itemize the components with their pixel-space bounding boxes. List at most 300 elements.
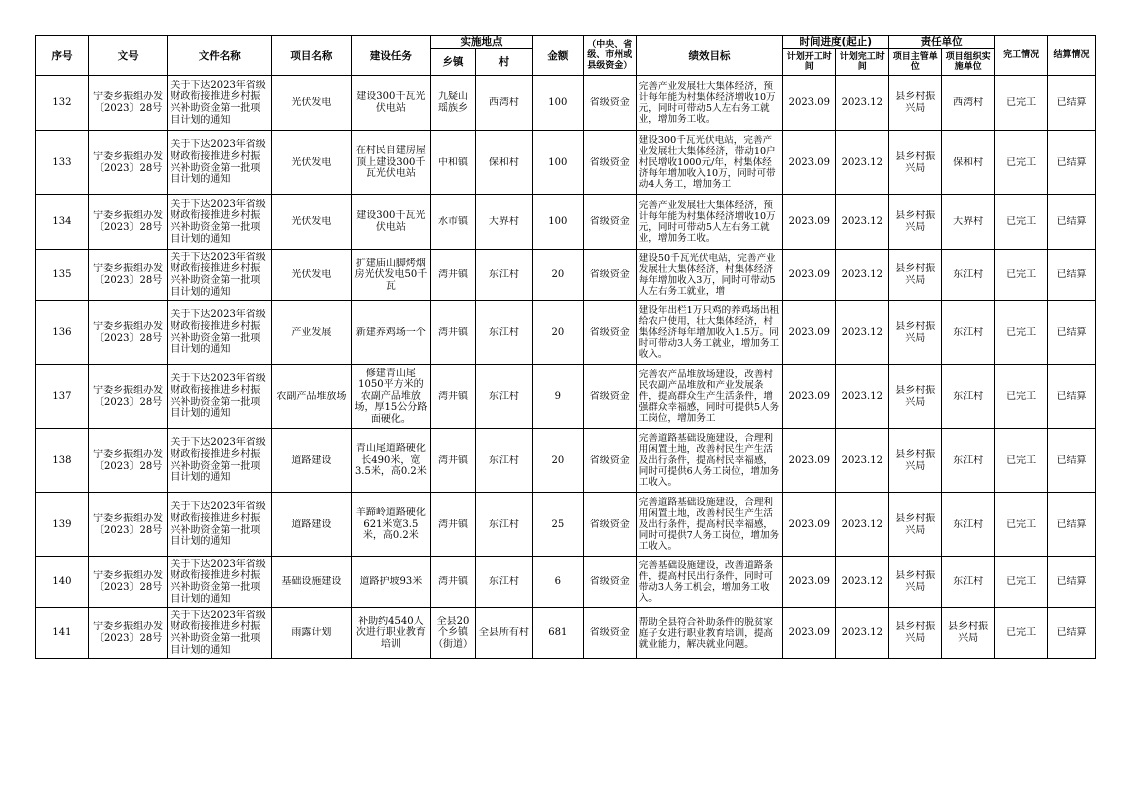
cell-doc-no [88, 493, 167, 557]
cell-village [475, 301, 532, 365]
cell-doc-no-text: 宁委乡振组办发〔2023〕28号 [93, 570, 164, 593]
cell-doc-name [168, 557, 272, 608]
cell-end [836, 608, 889, 659]
cell-fund-text: 省级资金 [589, 627, 630, 639]
cell-seq [36, 76, 89, 131]
cell-fund [583, 608, 636, 659]
cell-start-text: 2023.09 [788, 97, 830, 109]
header-responsible: 责任单位 [889, 36, 995, 49]
cell-settlement [1048, 429, 1096, 493]
table-row [36, 608, 1096, 659]
cell-fund [583, 557, 636, 608]
cell-end-text: 2023.12 [841, 627, 883, 639]
cell-implementer [942, 76, 995, 131]
cell-seq [36, 557, 89, 608]
cell-fund [583, 301, 636, 365]
cell-start-text: 2023.09 [788, 627, 830, 639]
cell-task [351, 493, 430, 557]
cell-completion [995, 195, 1048, 250]
header-village: 村 [475, 49, 532, 76]
header-schedule: 时间进度(起止) [783, 36, 889, 49]
table-row [36, 195, 1096, 250]
cell-village-text: 东江村 [488, 576, 519, 588]
cell-project-text: 光伏发电 [291, 216, 332, 228]
cell-task [351, 131, 430, 195]
cell-doc-no-text: 宁委乡振组办发〔2023〕28号 [93, 621, 164, 644]
cell-performance [636, 250, 783, 301]
cell-doc-name [168, 365, 272, 429]
cell-doc-no-text: 宁委乡振组办发〔2023〕28号 [93, 448, 164, 472]
cell-completion [995, 250, 1048, 301]
cell-completion-text: 已完工 [1006, 326, 1037, 338]
cell-doc-name [168, 301, 272, 365]
cell-doc-name [168, 250, 272, 301]
cell-task [351, 608, 430, 659]
cell-doc-no-text: 宁委乡振组办发〔2023〕28号 [93, 150, 164, 174]
cell-fund [583, 250, 636, 301]
cell-project-text: 农副产品堆放场 [276, 390, 347, 402]
cell-doc-name-text: 关于下达2023年省级财政衔接推进乡村振兴补助资金第一批项目计划的通知 [170, 501, 266, 548]
cell-amount [532, 131, 583, 195]
cell-end-text: 2023.12 [841, 326, 883, 338]
cell-end [836, 195, 889, 250]
cell-amount-text: 20 [551, 454, 565, 466]
cell-doc-name [168, 608, 272, 659]
table-row [36, 365, 1096, 429]
cell-start-text: 2023.09 [788, 576, 830, 588]
cell-project [272, 557, 351, 608]
cell-performance [636, 493, 783, 557]
cell-project-text: 基础设施建设 [281, 576, 342, 588]
cell-supervisor [889, 131, 942, 195]
cell-seq-text: 137 [52, 390, 72, 402]
cell-amount-text: 25 [551, 518, 565, 530]
cell-seq [36, 365, 89, 429]
cell-completion-text: 已完工 [1006, 97, 1037, 109]
cell-task [351, 557, 430, 608]
cell-town-text: 湾井镇 [437, 390, 468, 402]
cell-start [783, 365, 836, 429]
cell-settlement-text: 已结算 [1056, 518, 1087, 530]
cell-supervisor-text: 县乡村振兴局 [895, 320, 936, 344]
cell-fund-text: 省级资金 [589, 269, 630, 281]
cell-performance-text: 完善道路基础设施建设，合理利用闲置土地，改善村民生产生活及出行条件，提高村民幸福感，同时可提供6人务工岗位，增加务工收入。 [638, 433, 780, 488]
cell-doc-name [168, 131, 272, 195]
cell-task-text: 青山尾道路硬化长490米，宽3.5米，高0.2米 [354, 443, 427, 478]
cell-amount-text: 100 [548, 156, 568, 168]
cell-start-text: 2023.09 [788, 156, 830, 168]
cell-implementer [942, 131, 995, 195]
cell-project [272, 429, 351, 493]
cell-performance [636, 429, 783, 493]
cell-project [272, 608, 351, 659]
cell-completion [995, 76, 1048, 131]
cell-doc-no [88, 76, 167, 131]
cell-task-text: 扩建庙山脚烤烟房光伏发电50千瓦 [354, 257, 428, 292]
cell-town [431, 429, 476, 493]
cell-doc-no [88, 608, 167, 659]
cell-start-text: 2023.09 [788, 326, 830, 338]
cell-start-text: 2023.09 [788, 216, 830, 228]
cell-doc-no [88, 195, 167, 250]
cell-seq-text: 133 [52, 156, 72, 168]
cell-town [431, 365, 476, 429]
cell-project [272, 76, 351, 131]
cell-start [783, 195, 836, 250]
cell-doc-name [168, 195, 272, 250]
cell-start [783, 493, 836, 557]
cell-town [431, 493, 476, 557]
cell-supervisor-text: 县乡村振兴局 [895, 91, 936, 114]
cell-start-text: 2023.09 [788, 390, 830, 402]
table-row [36, 429, 1096, 493]
cell-settlement [1048, 301, 1096, 365]
cell-performance-text: 帮助全县符合补助条件的脱贫家庭子女进行职业教育培训，提高就业能力，解决就业问题。 [638, 616, 774, 650]
cell-fund-text: 省级资金 [589, 97, 630, 109]
cell-end-text: 2023.12 [841, 576, 883, 588]
cell-task-text: 补助约4540人次进行职业教育培训 [355, 615, 426, 650]
cell-fund-text: 省级资金 [589, 518, 630, 530]
cell-fund [583, 429, 636, 493]
cell-completion-text: 已完工 [1006, 156, 1037, 168]
cell-town-text: 湾井镇 [437, 576, 468, 588]
cell-village-text: 大界村 [488, 216, 519, 228]
cell-doc-no-text: 宁委乡振组办发〔2023〕28号 [93, 263, 164, 286]
cell-amount [532, 429, 583, 493]
header-doc-name: 文件名称 [168, 36, 272, 76]
cell-implementer [942, 195, 995, 250]
cell-supervisor-text: 县乡村振兴局 [895, 512, 936, 536]
cell-supervisor-text: 县乡村振兴局 [895, 150, 936, 174]
cell-village [475, 250, 532, 301]
header-start: 计划开工时间 [783, 49, 836, 76]
cell-town [431, 131, 476, 195]
cell-seq-text: 141 [52, 627, 72, 639]
cell-seq [36, 608, 89, 659]
cell-start [783, 301, 836, 365]
cell-fund-text: 省级资金 [589, 576, 630, 588]
cell-seq-text: 132 [52, 97, 72, 109]
cell-seq-text: 139 [52, 518, 72, 530]
header-settlement: 结算情况 [1048, 36, 1096, 76]
cell-amount-text: 20 [551, 326, 565, 338]
cell-task [351, 301, 430, 365]
cell-amount [532, 301, 583, 365]
cell-task-text: 修建青山尾1050平方米的农副产品堆放场，厚15公分路面硬化。 [354, 367, 428, 425]
header-supervisor: 项目主管单位 [889, 49, 942, 76]
cell-supervisor-text: 县乡村振兴局 [895, 384, 936, 408]
cell-village [475, 557, 532, 608]
cell-fund [583, 131, 636, 195]
cell-seq [36, 131, 89, 195]
cell-supervisor-text: 县乡村振兴局 [895, 621, 936, 644]
cell-project [272, 493, 351, 557]
cell-settlement [1048, 493, 1096, 557]
cell-project-text: 产业发展 [291, 326, 332, 338]
cell-amount-text: 20 [551, 269, 565, 281]
cell-project [272, 195, 351, 250]
cell-seq-text: 136 [52, 326, 72, 338]
cell-supervisor-text: 县乡村振兴局 [895, 210, 936, 233]
cell-settlement-text: 已结算 [1056, 97, 1087, 109]
cell-amount [532, 608, 583, 659]
cell-end [836, 557, 889, 608]
cell-seq-text: 135 [52, 269, 72, 281]
cell-performance [636, 365, 783, 429]
cell-village [475, 76, 532, 131]
header-end: 计划完工时间 [836, 49, 889, 76]
cell-fund-text: 省级资金 [589, 156, 630, 168]
cell-village-text: 保和村 [488, 156, 519, 168]
cell-village [475, 493, 532, 557]
cell-implementer-text: 东江村 [953, 518, 984, 530]
cell-implementer [942, 301, 995, 365]
cell-town-text: 中和镇 [437, 156, 468, 168]
cell-end [836, 365, 889, 429]
cell-town [431, 557, 476, 608]
cell-performance [636, 608, 783, 659]
cell-doc-no [88, 557, 167, 608]
cell-project-text: 道路建设 [291, 454, 332, 466]
header-project: 项目名称 [272, 36, 351, 76]
cell-end-text: 2023.12 [841, 216, 883, 228]
cell-doc-name-text: 关于下达2023年省级财政衔接推进乡村振兴补助资金第一批项目计划的通知 [170, 558, 266, 605]
cell-settlement-text: 已结算 [1056, 216, 1087, 228]
cell-settlement-text: 已结算 [1056, 390, 1087, 402]
cell-amount-text: 100 [548, 216, 568, 228]
cell-project [272, 365, 351, 429]
cell-implementer-text: 大界村 [953, 216, 984, 228]
cell-settlement [1048, 195, 1096, 250]
cell-doc-no-text: 宁委乡振组办发〔2023〕28号 [93, 384, 164, 408]
cell-task [351, 250, 430, 301]
cell-seq [36, 429, 89, 493]
cell-task [351, 365, 430, 429]
cell-implementer [942, 429, 995, 493]
cell-start [783, 131, 836, 195]
cell-implementer [942, 493, 995, 557]
cell-seq-text: 140 [52, 576, 72, 588]
cell-completion [995, 493, 1048, 557]
cell-doc-name-text: 关于下达2023年省级财政衔接推进乡村振兴补助资金第一批项目计划的通知 [170, 437, 266, 484]
cell-doc-no-text: 宁委乡振组办发〔2023〕28号 [93, 91, 164, 114]
cell-doc-no [88, 429, 167, 493]
cell-village-text: 东江村 [488, 518, 519, 530]
cell-start [783, 429, 836, 493]
table-row [36, 250, 1096, 301]
cell-seq [36, 493, 89, 557]
cell-amount [532, 250, 583, 301]
cell-completion-text: 已完工 [1006, 269, 1037, 281]
cell-performance [636, 195, 783, 250]
cell-town-text: 全县20个乡镇（街道） [433, 615, 473, 650]
cell-task [351, 195, 430, 250]
cell-performance-text: 完善农产品堆放场建设，改善村民农副产品堆放和产业发展条件，提高群众生产生活条件，增强群众幸福感，同时可提供5人务工岗位，增加务工 [638, 369, 780, 424]
cell-implementer-text: 东江村 [953, 390, 984, 402]
cell-implementer-text: 保和村 [953, 156, 984, 168]
cell-start-text: 2023.09 [788, 454, 830, 466]
cell-completion-text: 已完工 [1006, 576, 1037, 588]
header-amount: 金额 [532, 36, 583, 76]
cell-implementer [942, 608, 995, 659]
cell-settlement-text: 已结算 [1056, 326, 1087, 338]
cell-village-text: 西湾村 [488, 97, 519, 109]
cell-doc-name-text: 关于下达2023年省级财政衔接推进乡村振兴补助资金第一批项目计划的通知 [170, 198, 266, 245]
cell-end-text: 2023.12 [841, 390, 883, 402]
cell-task-text: 建设300千瓦光伏电站 [356, 210, 426, 233]
cell-end-text: 2023.12 [841, 454, 883, 466]
cell-completion [995, 131, 1048, 195]
cell-implementer-text: 东江村 [953, 576, 984, 588]
cell-fund-text: 省级资金 [589, 454, 630, 466]
cell-completion-text: 已完工 [1006, 390, 1037, 402]
cell-village-text: 东江村 [488, 390, 519, 402]
cell-doc-no [88, 250, 167, 301]
cell-amount-text: 6 [554, 576, 562, 588]
cell-project-text: 雨露计划 [291, 627, 332, 639]
cell-town [431, 301, 476, 365]
cell-amount [532, 195, 583, 250]
table-row [36, 557, 1096, 608]
cell-completion-text: 已完工 [1006, 454, 1037, 466]
cell-performance [636, 131, 783, 195]
header-performance: 绩效目标 [636, 36, 783, 76]
cell-supervisor [889, 365, 942, 429]
cell-start [783, 250, 836, 301]
cell-supervisor [889, 301, 942, 365]
cell-implementer-text: 东江村 [953, 269, 984, 281]
cell-performance-text: 建设年出栏1万只鸡的养鸡场出租给农户使用，壮大集体经济，村集体经济每年增加收入1.5万。同时可带动3人务工就业，增加务工收入。 [638, 305, 780, 360]
cell-village [475, 608, 532, 659]
cell-town-text: 湾井镇 [437, 454, 468, 466]
cell-doc-name-text: 关于下达2023年省级财政衔接推进乡村振兴补助资金第一批项目计划的通知 [170, 139, 266, 186]
header-town: 乡镇 [431, 49, 476, 76]
cell-amount [532, 76, 583, 131]
cell-supervisor [889, 195, 942, 250]
cell-project-text: 道路建设 [291, 518, 332, 530]
cell-completion [995, 557, 1048, 608]
cell-performance-text: 完善道路基础设施建设，合理利用闲置土地，改善村民生产生活及出行条件，提高村民幸福感，同时可提供7人务工岗位，增加务工收入。 [638, 497, 780, 552]
cell-start-text: 2023.09 [788, 269, 830, 281]
cell-task-text: 新建养鸡场一个 [355, 326, 426, 338]
cell-task-text: 在村民自建房屋顶上建设300千瓦光伏电站 [355, 145, 426, 180]
cell-seq [36, 250, 89, 301]
cell-start [783, 608, 836, 659]
cell-village-text: 东江村 [488, 454, 519, 466]
cell-performance-text: 完善基础设施建设，改善道路条件，提高村民出行条件，同时可带动3人务工机会，增加务工收入。 [638, 560, 774, 604]
cell-fund [583, 365, 636, 429]
cell-town-text: 湾井镇 [437, 326, 468, 338]
cell-settlement-text: 已结算 [1056, 156, 1087, 168]
cell-doc-name-text: 关于下达2023年省级财政衔接推进乡村振兴补助资金第一批项目计划的通知 [170, 79, 266, 126]
cell-settlement-text: 已结算 [1056, 454, 1087, 466]
cell-town [431, 76, 476, 131]
header-completion: 完工情况 [995, 36, 1048, 76]
cell-end [836, 131, 889, 195]
cell-end-text: 2023.12 [841, 518, 883, 530]
cell-end [836, 301, 889, 365]
cell-end [836, 250, 889, 301]
cell-settlement [1048, 250, 1096, 301]
cell-doc-name-text: 关于下达2023年省级财政衔接推进乡村振兴补助资金第一批项目计划的通知 [170, 309, 266, 356]
table-row [36, 493, 1096, 557]
cell-village-text: 全县所有村 [478, 627, 529, 639]
cell-end-text: 2023.12 [841, 156, 883, 168]
cell-implementer [942, 250, 995, 301]
table-row [36, 301, 1096, 365]
project-table [35, 35, 1096, 659]
cell-completion [995, 429, 1048, 493]
cell-task-text: 羊蹄岭道路硬化621米宽3.5米，高0.2米 [355, 507, 426, 542]
cell-fund-text: 省级资金 [589, 390, 630, 402]
cell-end-text: 2023.12 [841, 269, 883, 281]
cell-doc-no-text: 宁委乡振组办发〔2023〕28号 [93, 512, 164, 536]
cell-settlement [1048, 76, 1096, 131]
cell-task-text: 建设300千瓦光伏电站 [356, 91, 426, 114]
cell-task-text: 道路护坡93米 [359, 576, 423, 588]
cell-seq-text: 138 [52, 454, 72, 466]
cell-town-text: 湾井镇 [437, 269, 468, 281]
cell-end-text: 2023.12 [841, 97, 883, 109]
cell-settlement-text: 已结算 [1056, 627, 1087, 639]
cell-end [836, 493, 889, 557]
cell-completion [995, 608, 1048, 659]
cell-start [783, 76, 836, 131]
cell-doc-no-text: 宁委乡振组办发〔2023〕28号 [93, 210, 164, 233]
cell-town-text: 水市镇 [437, 216, 468, 228]
cell-completion [995, 301, 1048, 365]
cell-settlement [1048, 131, 1096, 195]
cell-supervisor-text: 县乡村振兴局 [895, 570, 936, 593]
cell-settlement [1048, 557, 1096, 608]
cell-fund [583, 76, 636, 131]
header-location: 实施地点 [431, 36, 533, 49]
cell-village [475, 365, 532, 429]
cell-completion-text: 已完工 [1006, 216, 1037, 228]
table-row [36, 131, 1096, 195]
cell-doc-no-text: 宁委乡振组办发〔2023〕28号 [93, 320, 164, 344]
cell-doc-name [168, 429, 272, 493]
cell-doc-name-text: 关于下达2023年省级财政衔接推进乡村振兴补助资金第一批项目计划的通知 [170, 373, 266, 420]
cell-supervisor-text: 县乡村振兴局 [895, 448, 936, 472]
cell-supervisor [889, 250, 942, 301]
cell-doc-name [168, 493, 272, 557]
cell-performance-text: 建设50千瓦光伏电站，完善产业发展壮大集体经济，村集体经济每年增加收入3万，同时可带动5人左右务工就业，增 [638, 253, 776, 297]
cell-fund-text: 省级资金 [589, 216, 630, 228]
cell-performance-text: 建设300千瓦光伏电站，完善产业发展壮大集体经济，带动10户村民增收1000元/年，村集体经济每年增加收入10万，同时可带动4人务工，增加务工 [638, 135, 776, 190]
cell-implementer [942, 365, 995, 429]
cell-supervisor [889, 557, 942, 608]
cell-performance [636, 76, 783, 131]
cell-project [272, 131, 351, 195]
cell-village [475, 195, 532, 250]
cell-supervisor [889, 608, 942, 659]
cell-completion-text: 已完工 [1006, 627, 1037, 639]
cell-fund [583, 493, 636, 557]
cell-settlement-text: 已结算 [1056, 269, 1087, 281]
cell-start-text: 2023.09 [788, 518, 830, 530]
header-implementer: 项目组织实施单位 [942, 49, 995, 76]
cell-supervisor [889, 76, 942, 131]
cell-implementer-text: 东江村 [953, 454, 984, 466]
cell-implementer [942, 557, 995, 608]
cell-amount [532, 557, 583, 608]
cell-performance-text: 完善产业发展壮大集体经济，预计每年能为村集体经济增收10万元，同时可带动5人左右务工就业，增加务工收。 [638, 81, 776, 125]
cell-end [836, 429, 889, 493]
cell-project-text: 光伏发电 [291, 97, 332, 109]
cell-amount-text: 681 [548, 627, 568, 639]
cell-supervisor-text: 县乡村振兴局 [895, 263, 936, 286]
